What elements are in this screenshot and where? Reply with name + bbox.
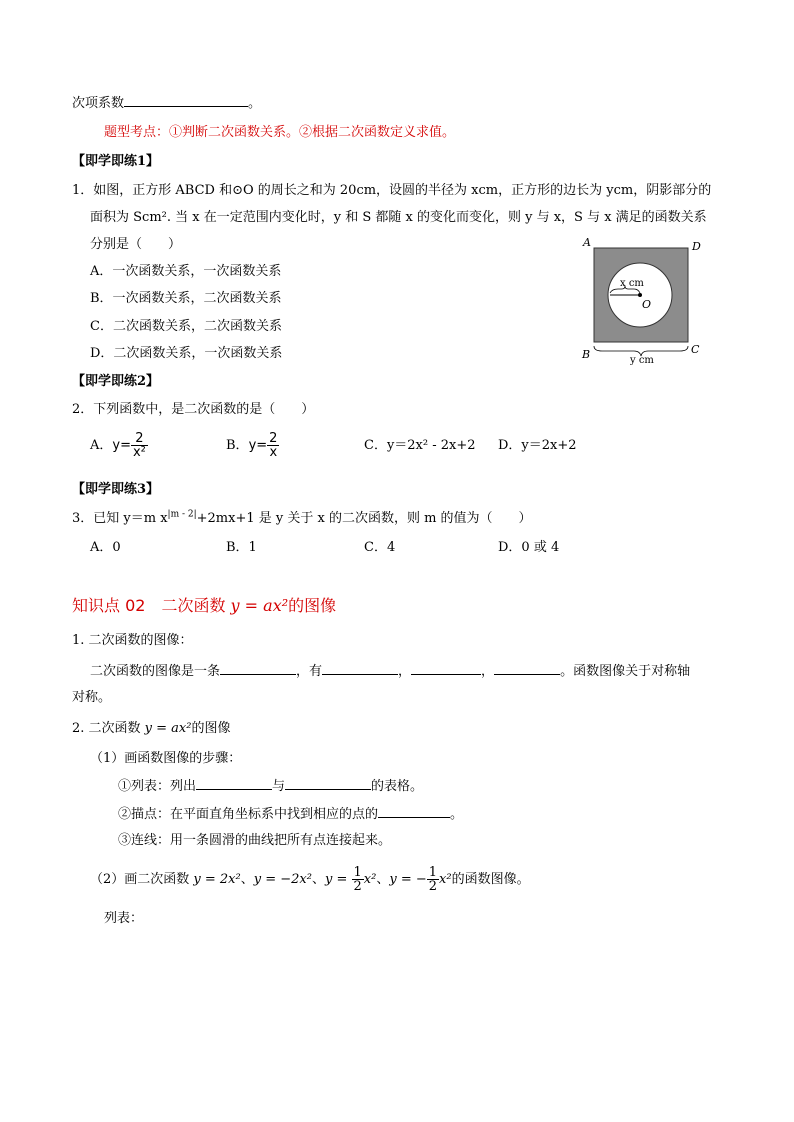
p2-formula-2: y = −2x²	[253, 872, 312, 887]
radius-label: x cm	[620, 278, 644, 289]
ex2-header: 【即学即练2】	[72, 374, 160, 389]
p2-step1	[118, 777, 423, 796]
p2-step2-b: 。	[450, 807, 464, 822]
p1-body	[90, 662, 690, 681]
ex3-header: 【即学即练3】	[72, 482, 160, 497]
p2-formula-3-fraction	[352, 866, 364, 893]
ex2-option-a-lhs: y=	[112, 438, 131, 453]
ex1-header: 【即学即练1】	[72, 154, 160, 169]
p2-step1-b: 与	[272, 779, 286, 794]
p1-blank-4[interactable]	[494, 662, 560, 675]
ex2-option-b-prefix: B．	[226, 438, 249, 453]
square-circle-figure	[578, 236, 718, 366]
ex2-option-a-fraction	[131, 432, 148, 459]
ex3-question	[72, 510, 532, 528]
p2-formula-3-lhs: y =	[324, 872, 352, 887]
section-title-formula: y = ax²	[230, 596, 289, 615]
p1-body-c: ，	[398, 664, 412, 679]
p2-step1-a: ①列表：列出	[118, 779, 197, 794]
ex2-option-b[interactable]	[226, 428, 279, 464]
ex2-question: 2．下列函数中，是二次函数的是（ ）	[72, 402, 315, 417]
p2-formula-3-rhs: x²	[363, 872, 377, 887]
p2-liebiao: 列表：	[104, 911, 144, 926]
ex2-option-b-num: 2	[269, 431, 278, 446]
p2-draw-suffix: 的函数图像。	[451, 872, 530, 887]
p2-title-formula: y = ax²	[144, 721, 192, 736]
ex2-option-a-num: 2	[131, 432, 148, 446]
p2-sep-2: 、	[311, 872, 325, 887]
section-title-suffix: 的图像	[288, 596, 337, 615]
p2-formula-4-lhs: y = −	[389, 872, 427, 887]
p1-blank-2[interactable]	[322, 662, 398, 675]
p1-body-d: ，	[481, 664, 495, 679]
p1-body-a: 二次函数的图像是一条	[90, 664, 221, 679]
p2-draw-line	[90, 862, 530, 898]
ex2-option-a-den: x²	[132, 445, 146, 460]
ex1-option-c[interactable]: C．二次函数关系，二次函数关系	[90, 319, 282, 334]
p2-formula-3-num: 1	[353, 865, 362, 880]
ex2-option-d[interactable]: D．y＝2x+2	[498, 438, 577, 453]
p2-formula-4-rhs: x²	[439, 872, 452, 887]
label-a: A	[583, 236, 591, 249]
ex1-question-line1: 1．如图，正方形 ABCD 和⊙O 的周长之和为 20cm，设圆的半径为 xcm，正方形的边长为 ycm，阴影部分的	[72, 183, 712, 198]
p2-sep-3: 、	[376, 872, 390, 887]
side-label: y cm	[630, 355, 654, 366]
p1-body-b: ，有	[296, 664, 323, 679]
p2-formula-1: y = 2x²	[193, 872, 241, 887]
label-d: D	[692, 240, 701, 253]
ex3-option-c[interactable]: C．4	[364, 540, 396, 555]
ex1-option-b[interactable]: B．一次函数关系，二次函数关系	[90, 291, 282, 306]
ex2-option-b-fraction	[267, 432, 279, 459]
p2-step2	[118, 805, 463, 824]
p2-formula-3-den: 2	[353, 879, 362, 894]
ex2-option-a[interactable]	[90, 428, 148, 464]
p2-step2-a: ②描点：在平面直角坐标系中找到相应的点的	[118, 807, 379, 822]
p1-title: 1. 二次函数的图像：	[72, 633, 193, 648]
p2-title-prefix: 2. 二次函数	[72, 721, 145, 736]
ex1-option-d[interactable]: D．二次函数关系，一次函数关系	[90, 346, 283, 361]
p2-formula-4-den: 2	[428, 879, 438, 894]
ex3-question-exponent: |m - 2|	[167, 509, 197, 520]
center-point	[638, 293, 642, 297]
p2-step2-blank[interactable]	[378, 805, 450, 818]
p2-formula-4-fraction	[427, 866, 439, 893]
coef-line	[72, 94, 261, 113]
p2-step1-blank-2[interactable]	[285, 777, 371, 790]
p1-blank-3[interactable]	[411, 662, 481, 675]
ex3-option-b[interactable]: B．1	[226, 540, 257, 555]
section-title	[72, 595, 336, 617]
ex3-option-d[interactable]: D．0 或 4	[498, 540, 560, 555]
ex1-question-line2: 面积为 Scm². 当 x 在一定范围内变化时，y 和 S 都随 x 的变化而变化，则 y 与 x，S 与 x 满足的函数关系	[90, 210, 707, 225]
ex1-option-a[interactable]: A．一次函数关系，一次函数关系	[90, 264, 282, 279]
p2-step-title: （1）画函数图像的步骤：	[90, 751, 242, 766]
p2-step1-blank-1[interactable]	[196, 777, 272, 790]
coef-prefix: 次项系数	[72, 96, 125, 111]
ex3-question-part1: 3．已知 y＝m x	[72, 511, 168, 526]
p2-step1-c: 的表格。	[371, 779, 424, 794]
coef-suffix: 。	[248, 96, 262, 111]
kaodian-line: 题型考点：①判断二次函数关系。②根据二次函数定义求值。	[104, 125, 456, 140]
p2-draw-prefix: （2）画二次函数	[90, 872, 194, 887]
label-c: C	[691, 343, 700, 356]
ex1-question-line3: 分别是（ ）	[90, 237, 182, 252]
label-o: O	[642, 298, 652, 311]
ex2-option-b-lhs: y=	[248, 438, 268, 453]
p2-formula-4-num: 1	[428, 865, 438, 880]
section-title-prefix: 知识点 02 二次函数	[72, 596, 231, 615]
p1-body-end: 对称。	[72, 690, 112, 705]
p1-blank-1[interactable]	[220, 662, 296, 675]
p2-sep-1: 、	[240, 872, 254, 887]
ex3-option-a[interactable]: A．0	[90, 540, 121, 555]
label-b: B	[582, 348, 591, 361]
ex3-question-part2: +2mx+1 是 y 关于 x 的二次函数，则 m 的值为（ ）	[196, 511, 532, 526]
ex2-option-b-den: x	[269, 445, 278, 460]
ex2-option-c[interactable]: C．y＝2x² - 2x+2	[364, 438, 476, 453]
p1-body-e: 。函数图像关于对称轴	[560, 664, 691, 679]
ex2-option-a-prefix: A．	[90, 438, 113, 453]
p2-step3: ③连线：用一条圆滑的曲线把所有点连接起来。	[118, 833, 392, 848]
p2-title	[72, 720, 230, 738]
p2-title-suffix: 的图像	[191, 721, 231, 736]
coef-blank[interactable]	[124, 94, 248, 107]
